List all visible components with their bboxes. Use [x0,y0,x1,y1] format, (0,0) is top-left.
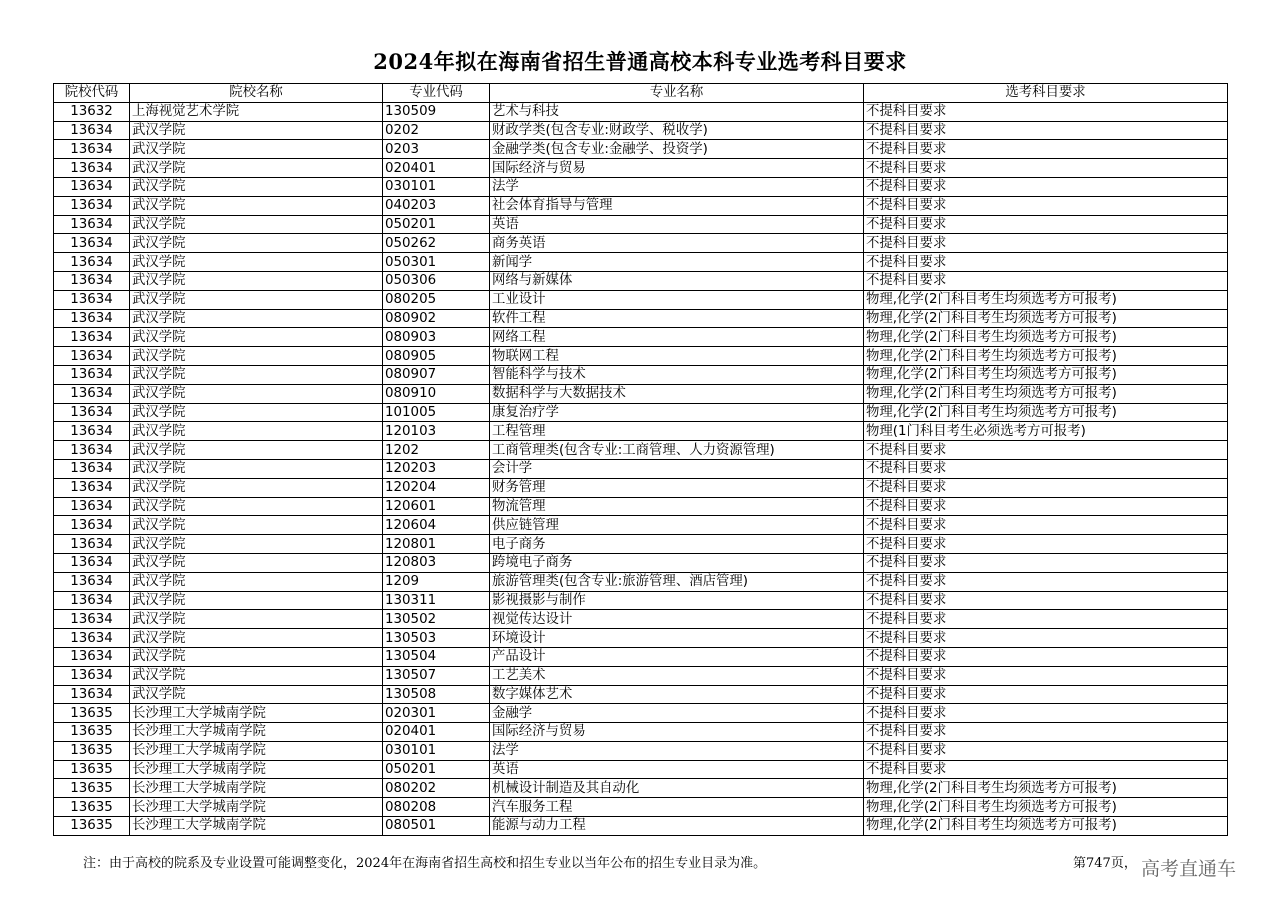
major-name-cell: 电子商务 [490,535,864,554]
school-code-cell: 13634 [54,365,130,384]
school-code-cell: 13635 [54,760,130,779]
subject-requirement-cell: 不提科目要求 [864,497,1228,516]
school-code-cell: 13634 [54,271,130,290]
major-code-cell: 130502 [383,610,490,629]
school-code-cell: 13634 [54,553,130,572]
major-code-cell: 050306 [383,271,490,290]
table-row [54,459,1228,478]
major-name-cell: 金融学类(包含专业:金融学、投资学) [490,140,864,159]
header-school-name: 院校名称 [130,84,383,103]
major-name-cell: 旅游管理类(包含专业:旅游管理、酒店管理) [490,572,864,591]
school-name-cell: 武汉学院 [130,290,383,309]
subject-requirement-cell: 不提科目要求 [864,535,1228,554]
school-name-cell: 武汉学院 [130,234,383,253]
major-name-cell: 商务英语 [490,234,864,253]
table-body [54,102,1228,835]
subject-requirement-cell: 不提科目要求 [864,553,1228,572]
major-name-cell: 工程管理 [490,422,864,441]
table-row [54,234,1228,253]
subject-requirement-cell: 物理,化学(2门科目考生均须选考方可报考) [864,779,1228,798]
table-row [54,328,1228,347]
school-name-cell: 武汉学院 [130,196,383,215]
subject-requirement-cell: 不提科目要求 [864,177,1228,196]
subject-requirement-cell: 不提科目要求 [864,591,1228,610]
table-row [54,629,1228,648]
school-code-cell: 13634 [54,591,130,610]
table-row [54,215,1228,234]
school-code-cell: 13634 [54,234,130,253]
major-code-cell: 080903 [383,328,490,347]
header-school-code: 院校代码 [54,84,130,103]
major-code-cell: 120803 [383,553,490,572]
table-row [54,441,1228,460]
subject-requirement-cell: 不提科目要求 [864,666,1228,685]
school-name-cell: 武汉学院 [130,403,383,422]
school-name-cell: 武汉学院 [130,516,383,535]
school-code-cell: 13634 [54,384,130,403]
major-name-cell: 数据科学与大数据技术 [490,384,864,403]
subject-requirement-cell: 不提科目要求 [864,685,1228,704]
school-code-cell: 13635 [54,741,130,760]
table-row [54,666,1228,685]
school-code-cell: 13635 [54,704,130,723]
school-name-cell: 武汉学院 [130,422,383,441]
subject-requirement-cell: 不提科目要求 [864,572,1228,591]
major-name-cell: 汽车服务工程 [490,798,864,817]
school-code-cell: 13634 [54,253,130,272]
subject-requirement-cell: 物理,化学(2门科目考生均须选考方可报考) [864,817,1228,836]
school-code-cell: 13634 [54,685,130,704]
subject-requirement-cell: 物理,化学(2门科目考生均须选考方可报考) [864,309,1228,328]
subject-requirement-cell: 不提科目要求 [864,215,1228,234]
major-code-cell: 120203 [383,459,490,478]
school-name-cell: 武汉学院 [130,629,383,648]
school-code-cell: 13634 [54,459,130,478]
major-code-cell: 130508 [383,685,490,704]
major-code-cell: 120103 [383,422,490,441]
school-name-cell: 长沙理工大学城南学院 [130,798,383,817]
table-row [54,647,1228,666]
major-name-cell: 数字媒体艺术 [490,685,864,704]
table-header-row [54,84,1228,103]
major-code-cell: 080910 [383,384,490,403]
school-name-cell: 武汉学院 [130,253,383,272]
school-code-cell: 13635 [54,779,130,798]
major-name-cell: 网络与新媒体 [490,271,864,290]
major-code-cell: 0203 [383,140,490,159]
school-name-cell: 武汉学院 [130,591,383,610]
school-name-cell: 武汉学院 [130,384,383,403]
major-name-cell: 工商管理类(包含专业:工商管理、人力资源管理) [490,441,864,460]
school-name-cell: 武汉学院 [130,441,383,460]
header-subject-requirement: 选考科目要求 [864,84,1228,103]
major-name-cell: 产品设计 [490,647,864,666]
subject-requirement-cell: 物理,化学(2门科目考生均须选考方可报考) [864,365,1228,384]
school-name-cell: 武汉学院 [130,347,383,366]
school-code-cell: 13634 [54,290,130,309]
school-code-cell: 13634 [54,516,130,535]
subject-requirement-cell: 不提科目要求 [864,459,1228,478]
major-code-cell: 080501 [383,817,490,836]
table-row [54,253,1228,272]
table-row [54,422,1228,441]
major-code-cell: 080902 [383,309,490,328]
major-name-cell: 国际经济与贸易 [490,159,864,178]
subject-requirement-cell: 物理,化学(2门科目考生均须选考方可报考) [864,328,1228,347]
table-row [54,817,1228,836]
page-number: 第747页， [1073,856,1137,871]
school-code-cell: 13634 [54,215,130,234]
subject-requirement-cell: 不提科目要求 [864,234,1228,253]
major-code-cell: 080907 [383,365,490,384]
school-name-cell: 武汉学院 [130,497,383,516]
school-code-cell: 13635 [54,798,130,817]
school-code-cell: 13634 [54,572,130,591]
subject-requirement-cell: 物理,化学(2门科目考生均须选考方可报考) [864,403,1228,422]
school-name-cell: 武汉学院 [130,553,383,572]
school-name-cell: 武汉学院 [130,159,383,178]
major-code-cell: 020401 [383,723,490,742]
subject-requirement-cell: 物理,化学(2门科目考生均须选考方可报考) [864,347,1228,366]
school-name-cell: 长沙理工大学城南学院 [130,817,383,836]
major-name-cell: 工艺美术 [490,666,864,685]
school-name-cell: 武汉学院 [130,685,383,704]
school-name-cell: 武汉学院 [130,215,383,234]
school-name-cell: 武汉学院 [130,121,383,140]
school-code-cell: 13634 [54,497,130,516]
subject-requirement-cell: 不提科目要求 [864,704,1228,723]
table-row [54,723,1228,742]
table-row [54,271,1228,290]
table-row [54,553,1228,572]
subject-requirement-cell: 物理,化学(2门科目考生均须选考方可报考) [864,798,1228,817]
major-name-cell: 法学 [490,177,864,196]
school-code-cell: 13634 [54,196,130,215]
major-name-cell: 国际经济与贸易 [490,723,864,742]
table-row [54,535,1228,554]
subject-requirement-cell: 不提科目要求 [864,140,1228,159]
table-row [54,798,1228,817]
school-code-cell: 13634 [54,610,130,629]
major-name-cell: 社会体育指导与管理 [490,196,864,215]
school-code-cell: 13635 [54,817,130,836]
major-name-cell: 英语 [490,760,864,779]
school-name-cell: 武汉学院 [130,535,383,554]
school-name-cell: 长沙理工大学城南学院 [130,760,383,779]
table-row [54,572,1228,591]
major-name-cell: 工业设计 [490,290,864,309]
school-name-cell: 武汉学院 [130,610,383,629]
school-name-cell: 武汉学院 [130,309,383,328]
major-name-cell: 新闻学 [490,253,864,272]
table-row [54,347,1228,366]
school-name-cell: 武汉学院 [130,647,383,666]
major-code-cell: 130311 [383,591,490,610]
watermark-text: 高考直通车 [1141,858,1237,880]
subject-requirement-cell: 不提科目要求 [864,102,1228,121]
major-code-cell: 120204 [383,478,490,497]
major-code-cell: 050201 [383,760,490,779]
major-name-cell: 财务管理 [490,478,864,497]
major-name-cell: 物联网工程 [490,347,864,366]
school-name-cell: 武汉学院 [130,271,383,290]
header-major-name: 专业名称 [490,84,864,103]
school-name-cell: 武汉学院 [130,459,383,478]
school-code-cell: 13634 [54,441,130,460]
major-name-cell: 机械设计制造及其自动化 [490,779,864,798]
school-code-cell: 13634 [54,422,130,441]
major-code-cell: 050301 [383,253,490,272]
subject-requirement-cell: 不提科目要求 [864,760,1228,779]
major-name-cell: 能源与动力工程 [490,817,864,836]
major-name-cell: 财政学类(包含专业:财政学、税收学) [490,121,864,140]
subject-requirement-cell: 物理,化学(2门科目考生均须选考方可报考) [864,384,1228,403]
table-row [54,290,1228,309]
table-row [54,403,1228,422]
subject-requirement-cell: 物理(1门科目考生必须选考方可报考) [864,422,1228,441]
table-row [54,685,1228,704]
header-major-code: 专业代码 [383,84,490,103]
table-row [54,741,1228,760]
major-code-cell: 1209 [383,572,490,591]
school-code-cell: 13634 [54,535,130,554]
table-row [54,591,1228,610]
major-name-cell: 影视摄影与制作 [490,591,864,610]
major-name-cell: 英语 [490,215,864,234]
major-code-cell: 130507 [383,666,490,685]
school-name-cell: 武汉学院 [130,328,383,347]
school-code-cell: 13634 [54,629,130,648]
major-code-cell: 1202 [383,441,490,460]
major-code-cell: 030101 [383,741,490,760]
major-name-cell: 康复治疗学 [490,403,864,422]
major-code-cell: 080205 [383,290,490,309]
school-code-cell: 13634 [54,478,130,497]
subject-requirement-cell: 不提科目要求 [864,741,1228,760]
major-name-cell: 环境设计 [490,629,864,648]
school-name-cell: 上海视觉艺术学院 [130,102,383,121]
major-code-cell: 030101 [383,177,490,196]
table-row [54,779,1228,798]
table-row [54,196,1228,215]
school-code-cell: 13634 [54,666,130,685]
major-code-cell: 080905 [383,347,490,366]
major-code-cell: 120601 [383,497,490,516]
major-code-cell: 120604 [383,516,490,535]
major-code-cell: 101005 [383,403,490,422]
school-code-cell: 13634 [54,328,130,347]
table-row [54,516,1228,535]
major-name-cell: 软件工程 [490,309,864,328]
table-row [54,497,1228,516]
school-name-cell: 长沙理工大学城南学院 [130,704,383,723]
major-code-cell: 130504 [383,647,490,666]
table-row [54,140,1228,159]
school-code-cell: 13632 [54,102,130,121]
school-name-cell: 长沙理工大学城南学院 [130,779,383,798]
subject-requirement-cell: 不提科目要求 [864,629,1228,648]
subject-requirement-cell: 不提科目要求 [864,647,1228,666]
subject-requirement-cell: 不提科目要求 [864,441,1228,460]
major-code-cell: 020301 [383,704,490,723]
subject-requirement-cell: 不提科目要求 [864,478,1228,497]
major-code-cell: 130503 [383,629,490,648]
table-row [54,610,1228,629]
major-name-cell: 智能科学与技术 [490,365,864,384]
major-name-cell: 供应链管理 [490,516,864,535]
table-row [54,309,1228,328]
major-code-cell: 020401 [383,159,490,178]
subject-requirement-cell: 不提科目要求 [864,610,1228,629]
table-row [54,159,1228,178]
subject-requirement-cell: 不提科目要求 [864,271,1228,290]
subject-requirement-cell: 物理,化学(2门科目考生均须选考方可报考) [864,290,1228,309]
major-name-cell: 会计学 [490,459,864,478]
major-name-cell: 金融学 [490,704,864,723]
major-code-cell: 130509 [383,102,490,121]
school-code-cell: 13634 [54,159,130,178]
school-code-cell: 13634 [54,647,130,666]
subject-requirement-cell: 不提科目要求 [864,723,1228,742]
school-name-cell: 武汉学院 [130,478,383,497]
major-code-cell: 040203 [383,196,490,215]
footer-note: 注：由于高校的院系及专业设置可能调整变化，2024年在海南省招生高校和招生专业以当年公布的招生专业目录为准。 [83,856,767,871]
major-code-cell: 050201 [383,215,490,234]
major-code-cell: 120801 [383,535,490,554]
school-code-cell: 13634 [54,177,130,196]
table-row [54,478,1228,497]
major-name-cell: 法学 [490,741,864,760]
subject-requirement-cell: 不提科目要求 [864,253,1228,272]
subject-requirement-cell: 不提科目要求 [864,159,1228,178]
school-name-cell: 长沙理工大学城南学院 [130,723,383,742]
school-code-cell: 13634 [54,347,130,366]
major-name-cell: 视觉传达设计 [490,610,864,629]
table-row [54,760,1228,779]
school-name-cell: 武汉学院 [130,140,383,159]
school-code-cell: 13634 [54,121,130,140]
school-code-cell: 13634 [54,403,130,422]
school-code-cell: 13634 [54,309,130,328]
major-name-cell: 艺术与科技 [490,102,864,121]
major-code-cell: 0202 [383,121,490,140]
document-title: 2024年拟在海南省招生普通高校本科专业选考科目要求 [373,49,907,74]
table-row [54,365,1228,384]
school-name-cell: 武汉学院 [130,365,383,384]
school-code-cell: 13634 [54,140,130,159]
major-name-cell: 物流管理 [490,497,864,516]
subject-requirement-cell: 不提科目要求 [864,121,1228,140]
school-name-cell: 长沙理工大学城南学院 [130,741,383,760]
subject-requirement-cell: 不提科目要求 [864,196,1228,215]
major-code-cell: 080202 [383,779,490,798]
major-name-cell: 跨境电子商务 [490,553,864,572]
table-row [54,384,1228,403]
school-name-cell: 武汉学院 [130,666,383,685]
subject-requirements-table [53,83,1228,836]
school-name-cell: 武汉学院 [130,177,383,196]
subject-requirement-cell: 不提科目要求 [864,516,1228,535]
major-name-cell: 网络工程 [490,328,864,347]
table-row [54,121,1228,140]
major-code-cell: 080208 [383,798,490,817]
table-row [54,102,1228,121]
major-code-cell: 050262 [383,234,490,253]
table-row [54,704,1228,723]
school-name-cell: 武汉学院 [130,572,383,591]
table-row [54,177,1228,196]
school-code-cell: 13635 [54,723,130,742]
